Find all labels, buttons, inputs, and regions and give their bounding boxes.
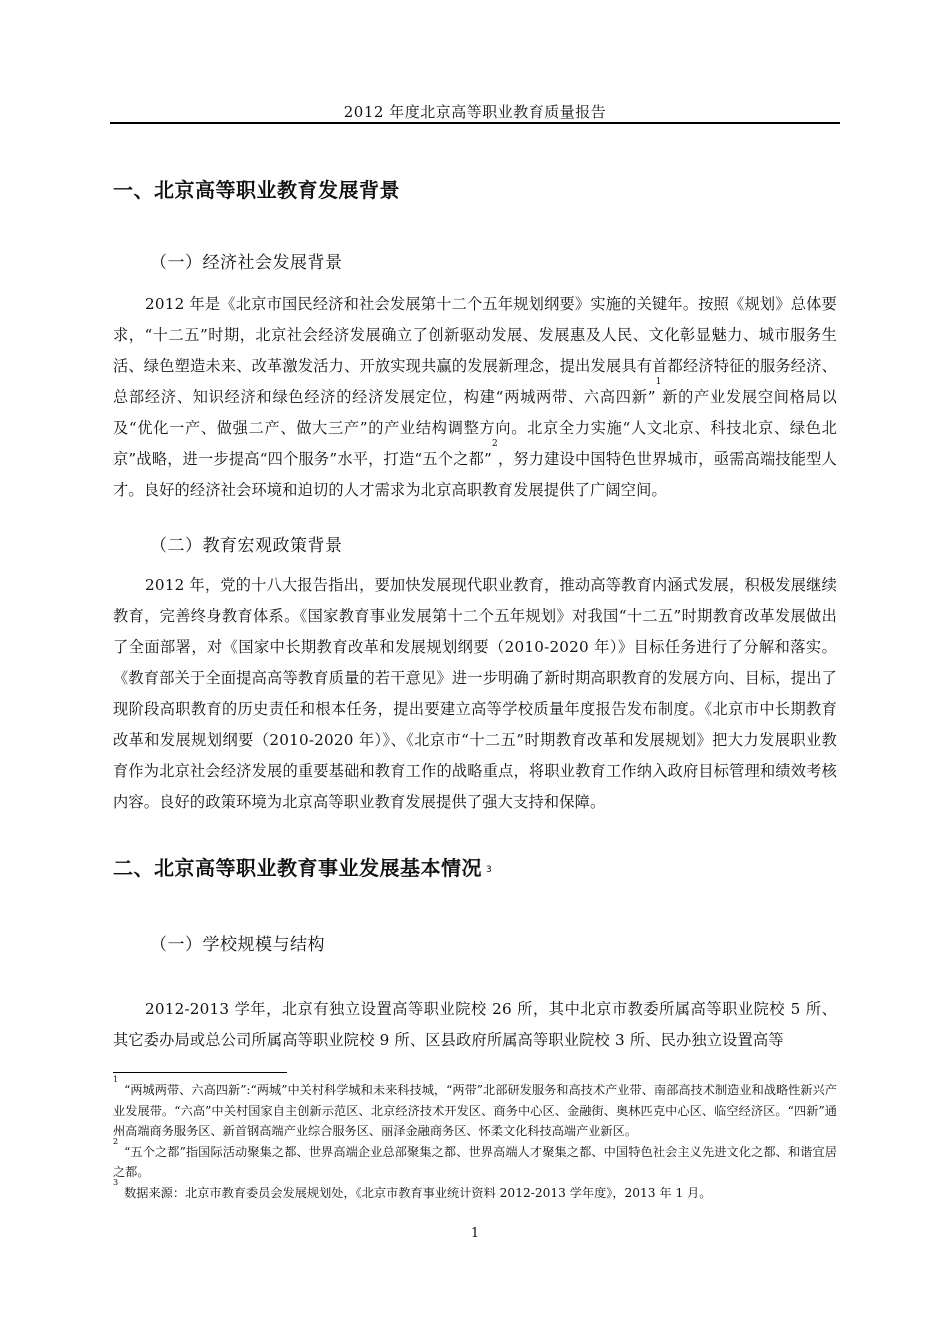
subsection-heading-1-1: （一）经济社会发展背景: [150, 253, 343, 273]
footnote-text: “五个之都”指国际活动聚集之都、世界高端企业总部聚集之都、世界高端人才聚集之都、中国特色社会主义先进文化之都、和谐宜居之都。: [113, 1144, 837, 1179]
footnote-ref-3[interactable]: 3: [486, 864, 493, 875]
footnote-3: [113, 1177, 837, 1204]
running-header: 2012 年度北京高等职业教育质量报告: [343, 103, 607, 121]
paragraph-economic-background: [113, 289, 837, 506]
footnote-number: 1: [113, 1075, 119, 1084]
paragraph-text: 2012 年是《北京市国民经济和社会发展第十二个五年规划纲要》实施的关键年。按照《规划》总体要求，“十二五”时期，北京社会经济发展确立了创新驱动发展、发展惠及人民、文化彰显魅力、城市服务生活、绿色塑造未来、改革激发活力、开放实现共赢的发展新理念，提出发展具有首都经济特征的服务经济、总部经济、知识经济和绿色经济的经济发展定位，构建“两城两带、六高四新”: [113, 295, 837, 406]
section-heading-1: [113, 174, 400, 203]
section-heading-1-text: 一、北京高等职业教育发展背景: [113, 178, 400, 202]
footnote-ref-2[interactable]: 2: [491, 439, 498, 449]
footnotes: [113, 1075, 837, 1203]
footnote-number: 2: [113, 1136, 119, 1146]
footnote-text: “两城两带、六高四新”:“两城”中关村科学城和未来科技城，“两带”北部研发服务和高技术产业带、南部高技术制造业和战略性新兴产业发展带。“六高”中关村国家自主创新示范区、北京经济技术开发区、商务中心区、金融街、奥林匹克中心区、临空经济区。“四新”通州高端商务服务区、新首钢高端产业综合服务区、丽泽金融商务区、怀柔文化科技高端产业新区。: [113, 1083, 837, 1138]
paragraph-policy-background: 2012 年，党的十八大报告指出，要加快发展现代职业教育，推动高等教育内涵式发展，积极发展继续教育，完善终身教育体系。《国家教育事业发展第十二个五年规划》对我国“十二五”时期教育改革发展做出了全面部署，对《国家中长期教育改革和发展规划纲要（2010-2020 年）》目标任务进行了分解和落实。《教育部关于全面提高高等教育质量的若干意见》进一步明确了新时期高职教育的发展方向、目标，提出了现阶段高职教育的历史责任和根本任务，提出要建立高等学校质量年度报告发布制度。《北京市中长期教育改革和发展规划纲要（2010-2020 年）》、《北京市“十二五”时期教育改革和发展规划》把大力发展职业教育作为北京社会经济发展的重要基础和教育工作的战略重点，将职业教育工作纳入政府目标管理和绩效考核内容。良好的政策环境为北京高等职业教育发展提供了强大支持和保障。: [113, 576, 837, 811]
section-heading-2-text: 二、北京高等职业教育事业发展基本情况: [113, 856, 482, 880]
page-number: 1: [470, 1226, 480, 1241]
footnote-2: [113, 1136, 837, 1183]
footnote-number: 3: [113, 1177, 119, 1187]
paragraph-text: ，努力建设中国特色世界城市，亟需高端技能型人才。良好的经济社会环境和迫切的人才需求为北京高职教育发展提供了广阔空间。: [113, 450, 837, 499]
subsection-heading-1-2: （二）教育宏观政策背景: [150, 536, 343, 556]
section-heading-2: [113, 852, 492, 881]
paragraph-school-scale: 2012-2013 学年，北京有独立设置高等职业院校 26 所，其中北京市教委所属高等职业院校 5 所、其它委办局或总公司所属高等职业院校 9 所、区县政府所属高等职业院校 3 所、民办独立设置高等: [113, 1000, 837, 1049]
footnote-text: 数据来源：北京市教育委员会发展规划处，《北京市教育事业统计资料 2012-2013 学年度》，2013 年 1 月。: [124, 1185, 712, 1200]
subsection-heading-2-1: （一）学校规模与结构: [150, 935, 325, 955]
paragraph-text: 新的产业发展空间格局以及“优化一产、做强二产、做大三产”的产业结构调整方向。北京全力实施“人文北京、科技北京、绿色北京”战略，进一步提高“四个服务”水平，打造“五个之都”: [113, 388, 838, 468]
footnote-1: [113, 1075, 837, 1142]
footnote-ref-1[interactable]: 1: [655, 377, 662, 387]
footnote-separator: [113, 1072, 287, 1073]
header-rule: [110, 122, 840, 124]
